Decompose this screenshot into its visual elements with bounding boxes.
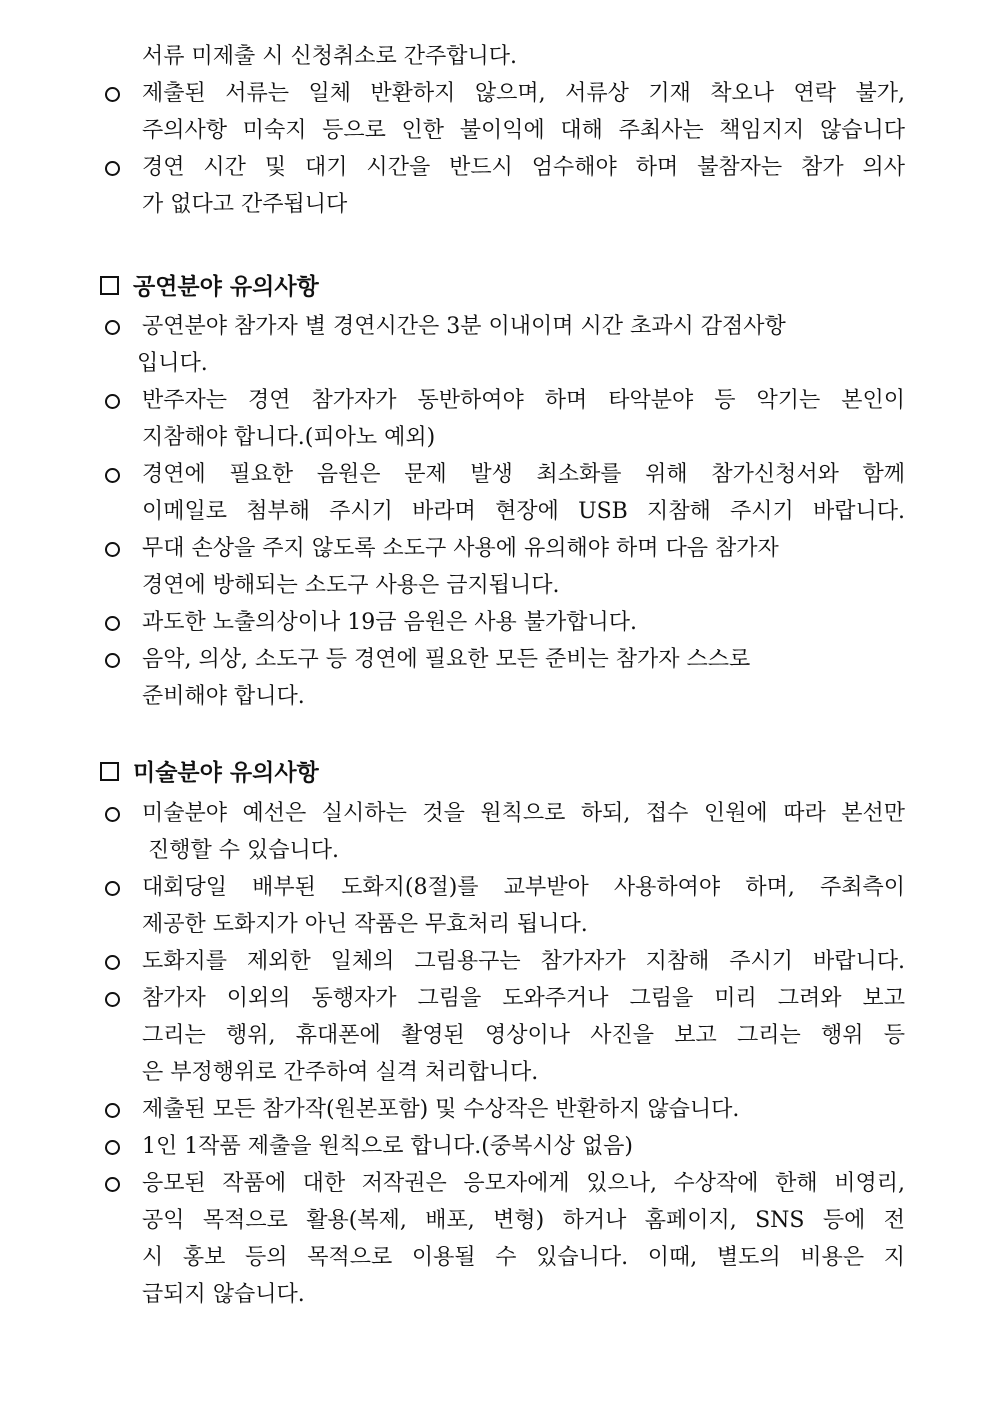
circle-bullet-icon — [105, 955, 120, 970]
bullet-text: 경연 시간 및 대기 시간을 반드시 엄수해야 하며 불참자는 참가 의사 — [142, 155, 905, 180]
text-line: 입니다. — [137, 351, 208, 376]
circle-bullet-icon — [105, 468, 120, 483]
bullet-text: 반주자는 경연 참가자가 동반하여야 하며 타악분야 등 악기는 본인이 — [142, 388, 905, 413]
circle-bullet-icon — [105, 807, 120, 822]
circle-bullet-icon — [105, 881, 120, 896]
text-line: 그리는 행위, 휴대폰에 촬영된 영상이나 사진을 보고 그리는 행위 등 — [142, 1023, 905, 1048]
text-line: 지참해야 합니다.(피아노 예외) — [142, 425, 436, 450]
text-line: 공익 목적으로 활용(복제, 배포, 변형) 하거나 홈페이지, SNS 등에 전 — [142, 1208, 905, 1233]
bullet-text: 음악, 의상, 소도구 등 경연에 필요한 모든 준비는 참가자 스스로 — [142, 647, 751, 672]
bullet-item — [105, 75, 905, 112]
section-heading-text: 공연분야 유의사항 — [133, 273, 319, 300]
circle-bullet-icon — [105, 87, 120, 102]
bullet-text: 공연분야 참가자 별 경연시간은 3분 이내이며 시간 초과시 감점사항 — [142, 314, 786, 339]
circle-bullet-icon — [105, 1140, 120, 1155]
circle-bullet-icon — [105, 616, 120, 631]
text-line: 급되지 않습니다. — [142, 1282, 305, 1307]
checkbox-square-icon — [100, 762, 119, 781]
circle-bullet-icon — [105, 1103, 120, 1118]
text-line: 준비해야 합니다. — [142, 684, 305, 709]
text-line: 제공한 도화지가 아닌 작품은 무효처리 됩니다. — [142, 912, 588, 937]
bullet-item — [105, 530, 905, 567]
section-heading-performance — [100, 268, 319, 305]
section-heading-art — [100, 754, 319, 791]
circle-bullet-icon — [105, 320, 120, 335]
bullet-item — [105, 795, 905, 832]
bullet-text: 대회당일 배부된 도화지(8절)를 교부받아 사용하여야 하며, 주최측이 — [142, 875, 905, 900]
bullet-text: 응모된 작품에 대한 저작권은 응모자에게 있으나, 수상작에 한해 비영리, — [142, 1171, 905, 1196]
bullet-text: 미술분야 예선은 실시하는 것을 원칙으로 하되, 접수 인원에 따라 본선만 — [142, 801, 905, 826]
bullet-text: 경연에 필요한 음원은 문제 발생 최소화를 위해 참가신청서와 함께 — [142, 462, 905, 487]
bullet-text: 참가자 이외의 동행자가 그림을 도와주거나 그림을 미리 그려와 보고 — [142, 986, 905, 1011]
bullet-item — [105, 308, 905, 345]
text-line: 가 없다고 간주됩니다 — [142, 192, 348, 217]
bullet-text: 도화지를 제외한 일체의 그림용구는 참가자가 지참해 주시기 바랍니다. — [142, 949, 905, 974]
circle-bullet-icon — [105, 161, 120, 176]
text-line: 이메일로 첨부해 주시기 바라며 현장에 USB 지참해 주시기 바랍니다. — [142, 499, 905, 524]
section-heading-text: 미술분야 유의사항 — [133, 759, 319, 786]
text-line: 은 부정행위로 간주하여 실격 처리합니다. — [142, 1060, 539, 1085]
bullet-item — [105, 456, 905, 493]
bullet-item — [105, 943, 905, 980]
intro-section — [105, 38, 905, 223]
bullet-text: 제출된 서류는 일체 반환하지 않으며, 서류상 기재 착오나 연락 불가, — [142, 81, 905, 106]
bullet-item — [105, 149, 905, 186]
text-line: 주의사항 미숙지 등으로 인한 불이익에 대해 주최사는 책임지지 않습니다 — [142, 118, 905, 143]
bullet-text: 과도한 노출의상이나 19금 음원은 사용 불가합니다. — [142, 610, 637, 635]
circle-bullet-icon — [105, 992, 120, 1007]
bullet-item — [105, 1128, 905, 1165]
bullet-item — [105, 641, 905, 678]
bullet-text: 무대 손상을 주지 않도록 소도구 사용에 유의해야 하며 다음 참가자 — [142, 536, 779, 561]
bullet-text: 제출된 모든 참가작(원본포함) 및 수상작은 반환하지 않습니다. — [142, 1097, 740, 1122]
bullet-text: 1인 1작품 제출을 원칙으로 합니다.(중복시상 없음) — [142, 1134, 633, 1159]
bullet-item — [105, 604, 905, 641]
circle-bullet-icon — [105, 653, 120, 668]
bullet-item — [105, 1091, 905, 1128]
bullet-item — [105, 980, 905, 1017]
text-line: 서류 미제출 시 신청취소로 간주합니다. — [142, 44, 517, 69]
bullet-item — [105, 382, 905, 419]
bullet-item — [105, 869, 905, 906]
art-section — [105, 795, 905, 1313]
bullet-item — [105, 1165, 905, 1202]
text-line: 시 홍보 등의 목적으로 이용될 수 있습니다. 이때, 별도의 비용은 지 — [142, 1245, 905, 1270]
circle-bullet-icon — [105, 394, 120, 409]
circle-bullet-icon — [105, 1177, 120, 1192]
text-line: 진행할 수 있습니다. — [148, 838, 339, 863]
performance-section — [105, 308, 905, 715]
text-line: 경연에 방해되는 소도구 사용은 금지됩니다. — [142, 573, 560, 598]
circle-bullet-icon — [105, 542, 120, 557]
checkbox-square-icon — [100, 276, 119, 295]
